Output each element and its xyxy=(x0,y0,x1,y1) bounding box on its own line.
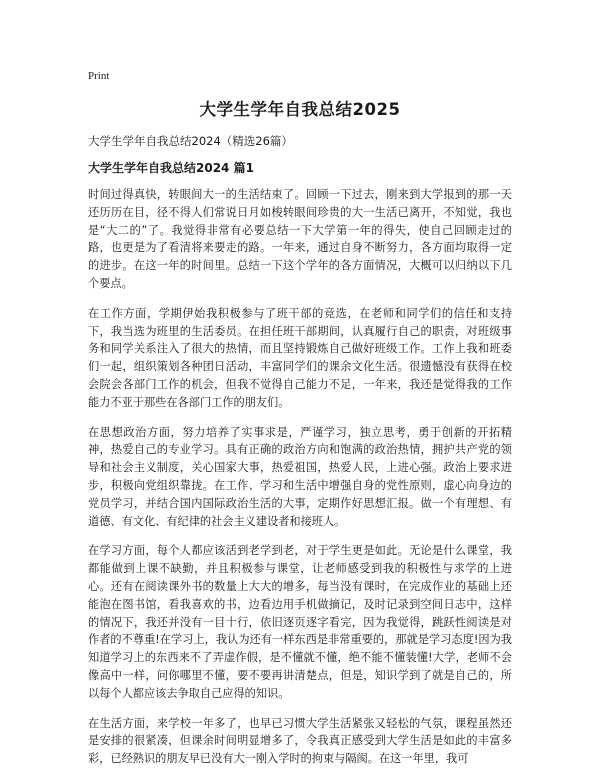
paragraph-life: 在生活方面，来学校一年多了，也早已习惯大学生活紧张又轻松的气氛，课程虽然还是安排的很紧凑，但课余时间明显增多了，令我真正感受到大学生活是如此的丰富多彩，已经熟识的朋友早已没有大一刚入学时的拘束与隔阂。在这一年里，我可 xyxy=(88,716,512,766)
document-subtitle: 大学生学年自我总结2024（精选26篇） xyxy=(88,134,293,148)
paragraph-study: 在学习方面，每个人都应该活到老学到老，对于学生更是如此。无论是什么课堂，我都能做到上课不缺勤，并且积极参与课堂，让老师感受到我的积极性与求学的上进心。还有在阅读课外书的数量上大大的增多，每当没有课时，在完成作业的基础上还能泡在图书馆，看我喜欢的书，边看边用手机做摘记，及时记录到空间日志中，这样的情况下，我还并没有一目十行，依旧逐页逐字看完，因为我觉得，跳跃性阅读是对作者的不尊重!在学习上，我认为还有一样东西是非常重要的，那就是学习态度!因为我知道学习上的东西来不了弄虚作假，是不懂就不懂，绝不能不懂装懂!大学，老师不会像高中一样，问你哪里不懂，要不要再讲清楚点，但是，知识学到了就是自己的，所以每个人都应该去争取自己应得的知识。 xyxy=(88,544,512,700)
section-heading: 大学生学年自我总结2024 篇1 xyxy=(88,161,254,175)
document-title: 大学生学年自我总结2025 xyxy=(199,100,401,119)
paragraph-politics: 在思想政治方面，努力培养了实事求是，严谨学习，独立思考，勇于创新的开拓精神，热爱自己的专业学习。具有正确的政治方向和饱满的政治热情，拥护共产党的领导和社会主义制度，关心国家大事，热爱祖国，热爱人民，上进心强。政治上要求进步，积极向党组织靠拢。在工作、学习和生活中增强自身的党性原则，虚心向身边的党员学习，并结合国内国际政治生活的大事，定期作好思想汇报。做一个有理想、有道德、有文化、有纪律的社会主义建设者和接班人。 xyxy=(88,425,512,528)
paragraph-work: 在工作方面，学期伊始我积极参与了班干部的竞选，在老师和同学们的信任和支持下，我当选为班里的生活委员。在担任班干部期间，认真履行自己的职责，对班级事务和同学关系注入了很大的热情，而且坚持锻炼自己做好班级工作。工作上我和班委们一起，组织策划各种团日活动，丰富同学们的课余文化生活。很遗憾没有获得在校会院会各部门工作的机会，但我不觉得自己能力不足，一年来，我还是觉得我的工作能力不亚于那些在各部门工作的朋友们。 xyxy=(88,306,512,409)
document-body xyxy=(88,186,512,780)
paragraph-intro: 时间过得真快，转眼间大一的生活结束了。回顾一下过去，刚来到大学报到的那一天还历历在目，径不得人们常说日月如梭转眼间珍贵的大一生活已离开，不知觉，我也是“大二的”了。我觉得非常有必要总结一下大学第一年的得失，使自己回顾走过的路，也更是为了看清将来要走的路。一年来，通过自身不断努力，各方面均取得一定的进步。在这一年的时间里。总结一下这个学年的各方面情况，大概可以归纳以下几个要点。 xyxy=(88,188,512,290)
print-link[interactable]: Print xyxy=(88,70,110,82)
